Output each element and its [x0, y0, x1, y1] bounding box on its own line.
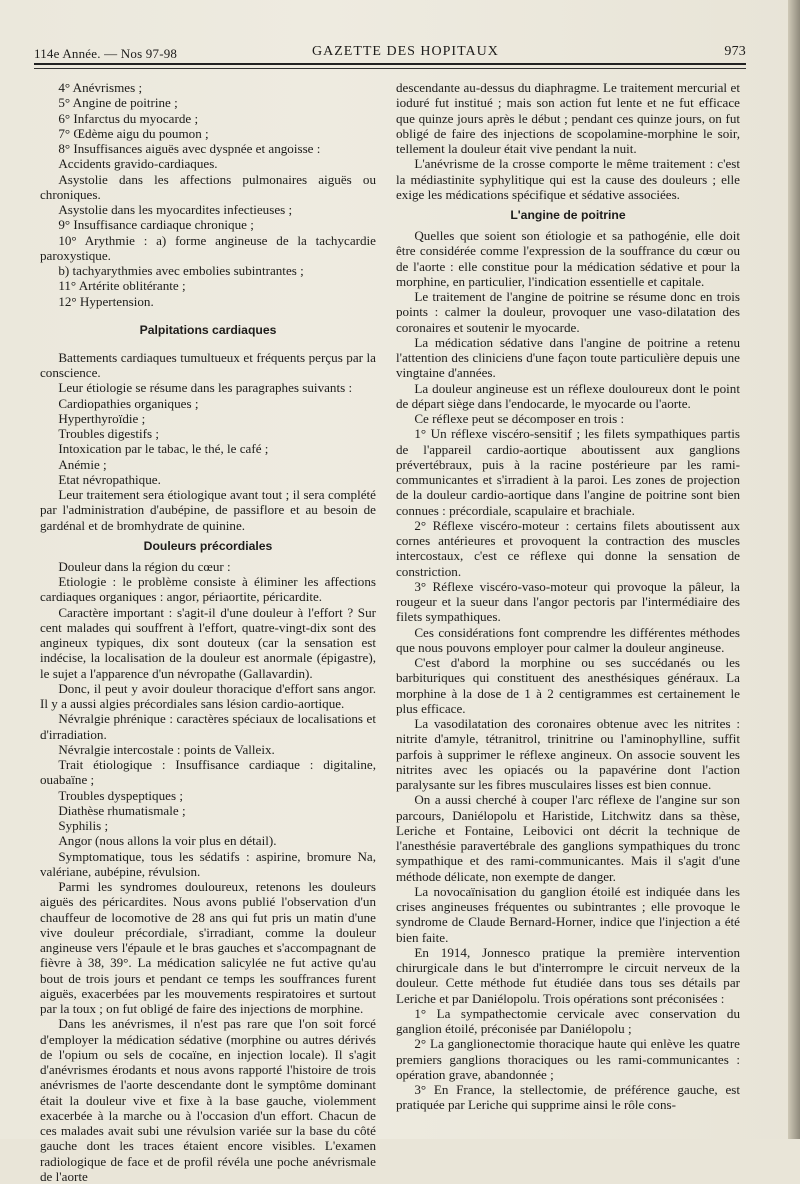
text-paragraph: La novocaïnisation du ganglion étoilé est indiquée dans les crises angineuses fréquentes ou subintrantes ; elle provoque le syndrome de Claude Bernard-Horner, indice que l'injection a été bien faite. — [396, 883, 740, 945]
text-paragraph: 6° Infarctus du myocarde ; — [58, 110, 199, 126]
text-paragraph: La médication sédative dans l'angine de poitrine a retenu l'attention des cliniciens d'une façon toute particulière depuis une vingtaine d'années. — [396, 334, 740, 381]
text-paragraph: Dans les anévrismes, il n'est pas rare que l'on soit forcé d'employer la médication sédative (morphine ou autres dérivés de l'opium ou sels de cocaïne, en injection locale). Il s'agit d'anévrismes érodants et nous avons rapporté l'histoire de trois anévrismes de l'aorte descendante dont le symptôme dominant était la douleur vive et fixe à la base gauche, violemment exacerbée à la marche ou à l'occasion d'un effort. Chacun de ces malades avait subi une révulsion variée sur la base du côté gauche dont les traces étaient encore visibles. L'examen radiologique de face et de profil révéla une poche anévrismale de l'aorte — [40, 1016, 376, 1184]
text-paragraph: Intoxication par le tabac, le thé, le café ; — [58, 441, 269, 457]
section-heading: Palpitations cardiaques — [139, 322, 277, 337]
text-paragraph: Quelles que soient son étiologie et sa pathogénie, elle doit être considérée comme l'expression de la souffrance du cœur ou de l'aorte : elle constitue pour la médication sédative et pour la morphine, en particulier, l'indication essentielle et capitale. — [396, 228, 740, 289]
text-paragraph: Battements cardiaques tumultueux et fréquents perçus par la conscience. — [40, 349, 376, 380]
text-paragraph: Le traitement de l'angine de poitrine se résume donc en trois points : calmer la douleur, provoquer une vaso-dilatation des coronaires et soutenir le myocarde. — [396, 289, 740, 335]
text-paragraph: 2° Réflexe viscéro-moteur : certains filets aboutissent aux cornes antérieures et provoquent la contraction des muscles intercostaux, c'est ce réflexe qui donne la sensation de constriction. — [396, 517, 740, 579]
text-paragraph: Leur étiologie se résume dans les paragraphes suivants : — [58, 380, 353, 396]
text-paragraph: Accidents gravido-cardiaques. — [58, 156, 218, 172]
text-paragraph: Diathèse rhumatismale ; — [58, 802, 186, 818]
right-column — [396, 80, 740, 1113]
text-paragraph: Angor (nous allons la voir plus en détail). — [58, 833, 277, 849]
text-paragraph: Douleur dans la région du cœur : — [58, 558, 231, 574]
section-heading: Douleurs précordiales — [143, 538, 273, 553]
volume-number: 114e Année. — Nos 97-98 — [34, 46, 178, 61]
text-paragraph: Symptomatique, tous les sédatifs : aspirine, bromure Na, valériane, aubépine, révulsion. — [40, 848, 376, 879]
text-paragraph: Etiologie : le problème consiste à éliminer les affections cardiaques organiques : angor, périaortite, péricardite. — [40, 574, 376, 605]
text-paragraph: Asystolie dans les myocardites infectieuses ; — [58, 202, 293, 217]
text-paragraph: Trait étiologique : Insuffisance cardiaque : digitaline, ouabaïne ; — [40, 757, 376, 788]
left-column — [40, 80, 376, 1184]
text-paragraph: Anémie ; — [58, 456, 107, 472]
text-paragraph: C'est d'abord la morphine ou ses succédanés ou les barbituriques qui constituent des anesthésiques généraux. La morphine à la dose de 1 à 2 centigrammes est certainement le plus efficace. — [396, 655, 740, 716]
journal-title: GAZETTE DES HOPITAUX — [312, 44, 499, 59]
text-paragraph: 5° Angine de poitrine ; — [58, 95, 178, 111]
text-paragraph: Parmi les syndromes douloureux, retenons les douleurs aiguës des péricardites. Nous avons publié l'observation d'un chauffeur de locomotive de 28 ans qui fut pris un matin d'une vive douleur précordiale, s'irradiant, comme la douleur angineuse vers l'épaule et le bras gauches et s'accompagnant de fièvre à 38, 39°. La médication salicylée ne fut active qu'au bout de trois jours et pendant ce temps les souffrances furent aiguës, exacerbées par les mouvements respiratoires et surtout par la toux ; on fut obligé de faire des injections de morphine. — [40, 879, 376, 1016]
text-paragraph: 8° Insuffisances aiguës avec dyspnée et angoisse : — [58, 141, 321, 156]
section-heading: L'angine de poitrine — [510, 208, 626, 222]
text-paragraph: Ce réflexe peut se décomposer en trois : — [414, 411, 625, 426]
text-paragraph: 10° Arythmie : a) forme angineuse de la tachycardie paroxystique. — [40, 232, 376, 263]
text-paragraph: Leur traitement sera étiologique avant tout ; il sera complété par l'administration d'aubépine, de passiflore et au besoin de gardénal et de bromhydrate de quinine. — [40, 487, 376, 533]
text-paragraph: Asystolie dans les affections pulmonaires aiguës ou chroniques. — [40, 171, 376, 202]
text-paragraph: Ces considérations font comprendre les différentes méthodes que nous pouvons employer pour calmer la douleur angineuse. — [396, 624, 740, 655]
text-paragraph: 2° La ganglionectomie thoracique haute qui enlève les quatre premiers ganglions thoraciques ou les rami-communicantes : opération grave, abandonnée ; — [396, 1036, 740, 1082]
text-paragraph: b) tachyarythmies avec embolies subintrantes ; — [58, 263, 304, 278]
text-paragraph: L'anévrisme de la crosse comporte le même traitement : c'est la médiastinite syphylitique qui est la cause des douleurs ; elle exige les médications spécifique et sédative associées. — [396, 156, 740, 202]
text-paragraph: Cardiopathies organiques ; — [58, 395, 199, 411]
text-paragraph: Hyperthyroïdie ; — [58, 410, 146, 426]
text-paragraph: 12° Hypertension. — [58, 293, 154, 309]
text-paragraph: 9° Insuffisance cardiaque chronique ; — [58, 217, 254, 233]
text-paragraph: descendante au-dessus du diaphragme. Le traitement mercurial et ioduré fut institué ; mais son action fut lente et ne fut efficace que quinze jours après le début ; pendant ces quinze jours, on fut obligé de faire des injections de scopolamine-morphine le soir, tellement la douleur était vive pendant la nuit. — [396, 80, 740, 156]
text-paragraph: Etat névropathique. — [58, 471, 161, 487]
text-paragraph: La vasodilatation des coronaires obtenue avec les nitrites : nitrite d'amyle, tétranitrol, trinitrine ou l'aminophylline, suffit parfois à supprimer le réflexe angineux. On associe souvent les nitrites avec les opiacés ou la papavérine dont l'action paralysante sur les fibres musculaires lisses est bien connue. — [396, 716, 740, 792]
text-paragraph: 1° La sympathectomie cervicale avec conservation du ganglion étoilé, préconisée par Daniélopolu ; — [396, 1005, 740, 1036]
text-paragraph: 3° Réflexe viscéro-vaso-moteur qui provoque la pâleur, la rougeur et la sueur dans l'angor pectoris par l'intermédiaire des filets sympathiques. — [396, 578, 740, 625]
page-spine-edge — [788, 0, 800, 1139]
text-paragraph: Troubles digestifs ; — [58, 426, 159, 441]
text-paragraph: 7° Œdème aigu du poumon ; — [58, 125, 209, 141]
text-paragraph: La douleur angineuse est un réflexe douloureux dont le point de départ siège dans l'endocarde, le myocarde ou l'aorte. — [396, 380, 740, 411]
text-paragraph: On a aussi cherché à couper l'arc réflexe de l'angine sur son parcours, Daniélopolu et Haristide, Litchwitz dans sa thèse, Leriche et Fontaine, Leibovici ont décrit la technique de l'anesthésie paravertébrale des ganglions sympathiques du tronc sympathique et des rami-communicantes. Mais il s'agit d'une méthode délicate, non exempte de danger. — [396, 792, 740, 884]
text-paragraph: Névralgie intercostale : points de Valleix. — [58, 741, 275, 757]
text-paragraph: 4° Anévrismes ; — [58, 80, 143, 95]
text-paragraph: Caractère important : s'agit-il d'une douleur à l'effort ? Sur cent malades qui souffrent à l'effort, quatre-vingt-dix sont des angineux typiques, dix sont douteux (car la sensation est indécise, la localisation de la douleur est anormale (épigastre), le sujet a l'apparence d'un névropathe (Gallavardin). — [40, 604, 376, 681]
running-header — [34, 44, 746, 62]
text-paragraph: En 1914, Jonnesco pratique la première intervention chirurgicale dans le but d'interrompre le circuit nerveux de la douleur. Cette méthode fut étudiée dans tous ses détails par Leriche et par Daniélopolu. Trois opérations sont préconisées : — [396, 944, 740, 1006]
text-paragraph: 11° Artérite oblitérante ; — [58, 278, 186, 294]
text-paragraph: Donc, il peut y avoir douleur thoracique d'effort sans angor. Il y a aussi algies précordiales sans lésion cardio-aortique. — [40, 680, 376, 711]
header-rule-thick — [34, 63, 746, 65]
text-paragraph: Troubles dyspeptiques ; — [58, 787, 183, 803]
text-paragraph: Névralgie phrénique : caractères spéciaux de localisations et d'irradiation. — [40, 711, 376, 742]
header-rule-thin — [34, 68, 746, 69]
text-paragraph: Syphilis ; — [58, 818, 109, 833]
text-paragraph: 1° Un réflexe viscéro-sensitif ; les filets sympathiques partis de l'appareil cardio-aortique aboutissent aux ganglions prévertébraux, puis à la racine postérieure par les rami-communicantes et s'irradient à la paroi. Les zones de projection de la douleur cardio-aortique dans l'angine de poitrine sont bien connues : précordiale, scapulaire et brachiale. — [396, 426, 740, 518]
page-number: 973 — [724, 44, 746, 59]
text-paragraph: 3° En France, la stellectomie, de préférence gauche, est pratiquée par Leriche qui supprime ainsi le rôle cons- — [396, 1082, 740, 1113]
